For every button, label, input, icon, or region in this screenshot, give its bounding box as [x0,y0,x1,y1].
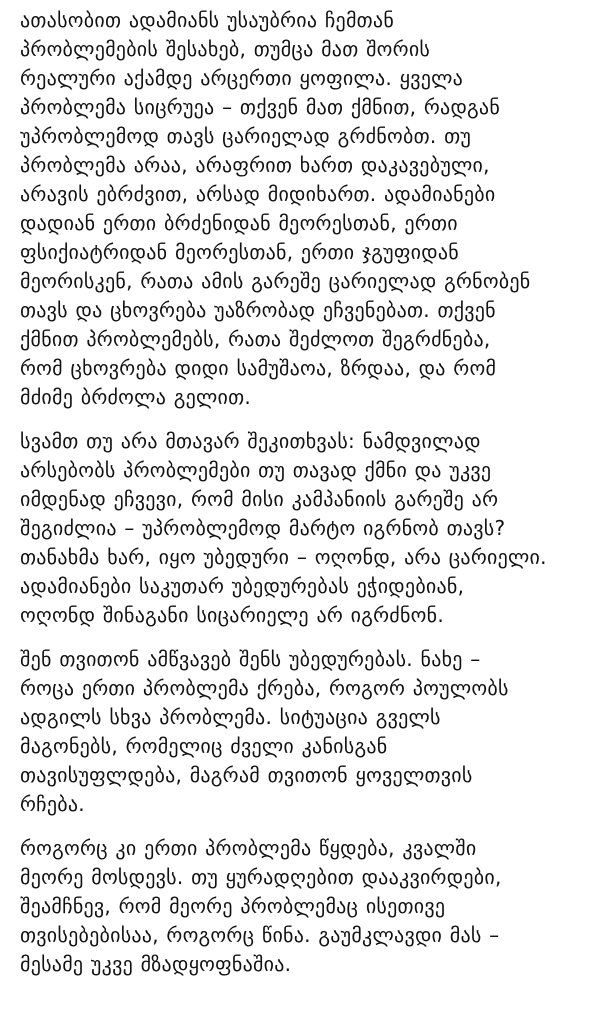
text-line: თავისუფლდება, მაგრამ თვითონ ყოველთვის [20,763,473,787]
text-line: პრობლემების შესახებ, თუმცა მათ შორის [20,37,431,61]
paragraph-3 [20,645,604,819]
text-line: პრობლემა არაა, არაფრით ხართ დაკავებული, [20,153,490,177]
text-line: პრობლემა სიცრუეა – თქვენ მათ ქმნით, რადგან [20,95,501,119]
paragraph-4 [20,834,604,979]
text-line: ადგილს სხვა პრობლემა. სიტუაცია გველს [20,705,441,729]
text-line: დადიან ერთი ბრძენიდან მეორესთან, ერთი [20,211,458,235]
text-line: როგორც კი ერთი პრობლემა წყდება, კვალში [20,836,477,860]
text-line: მძიმე ბრძოლა გელით. [20,385,251,409]
text-line: როცა ერთი პრობლემა ქრება, როგორ პოულობს [20,676,509,700]
text-line: შეგიძლია – უპრობლემოდ მარტო იგრნობ თავს? [20,516,506,540]
text-line: იმდენად ეჩვევი, რომ მისი კამპანიის გარეშე არ [20,487,499,511]
text-line: მაგონებს, რომელიც ძველი კანისგან [20,734,388,758]
text-line: რეალური აქამდე არცერთი ყოფილა. ყველა [20,66,464,90]
text-line: მესამე უკვე მზადყოფნაშია. [20,952,292,976]
text-line: ქმნით პრობლემებს, რათა შეძლოთ შეგრძნება, [20,327,491,351]
text-line: შეამჩნევ, რომ მეორე პრობლემაც ისეთივე [20,894,446,918]
text-line: ფსიქიატრიდან მეორესთან, ერთი ჯგუფიდან [20,240,459,264]
text-line: ადამიანები საკუთარ უბედურებას ეჭიდებიან, [20,574,465,598]
text-line: ათასობით ადამიანს უსაუბრია ჩემთან [20,8,395,32]
text-line: მეორისკენ, რათა ამის გარეშე ცარიელად გრნობენ [20,269,531,293]
text-line: რომ ცხოვრება დიდი სამუშაოა, ზრდაა, და რომ [20,356,497,380]
paragraph-2 [20,427,604,630]
text-line: თვისებებისაა, როგორც წინა. გაუმკლავდი მას – [20,923,500,947]
text-line: არსებობს პრობლემები თუ თავად ქმნი და უკვე [20,458,492,482]
text-line: უპრობლემოდ თავს ცარიელად გრძნობთ. თუ [20,124,472,148]
text-line: მეორე მოსდევს. თუ ყურადღებით დააკვირდები, [20,865,502,889]
text-line: არავის ებრძვით, არსად მიდიხართ. ადამიანები [20,182,496,206]
text-line: თავს და ცხოვრება უაზრობად ეჩვენებათ. თქვენ [20,298,496,322]
text-line: თანახმა ხარ, იყო უბედური – ოღონდ, არა ცარიელი. [20,545,547,569]
text-line: შენ თვითონ ამწვავებ შენს უბედურებას. ნახე – [20,647,481,671]
paragraph-1 [20,6,604,412]
text-line: სვამთ თუ არა მთავარ შეკითხვას: ნამდვილად [20,429,481,453]
text-line: რჩება. [20,792,85,816]
text-line: ოღონდ შინაგანი სიცარიელე არ იგრძნონ. [20,603,444,627]
